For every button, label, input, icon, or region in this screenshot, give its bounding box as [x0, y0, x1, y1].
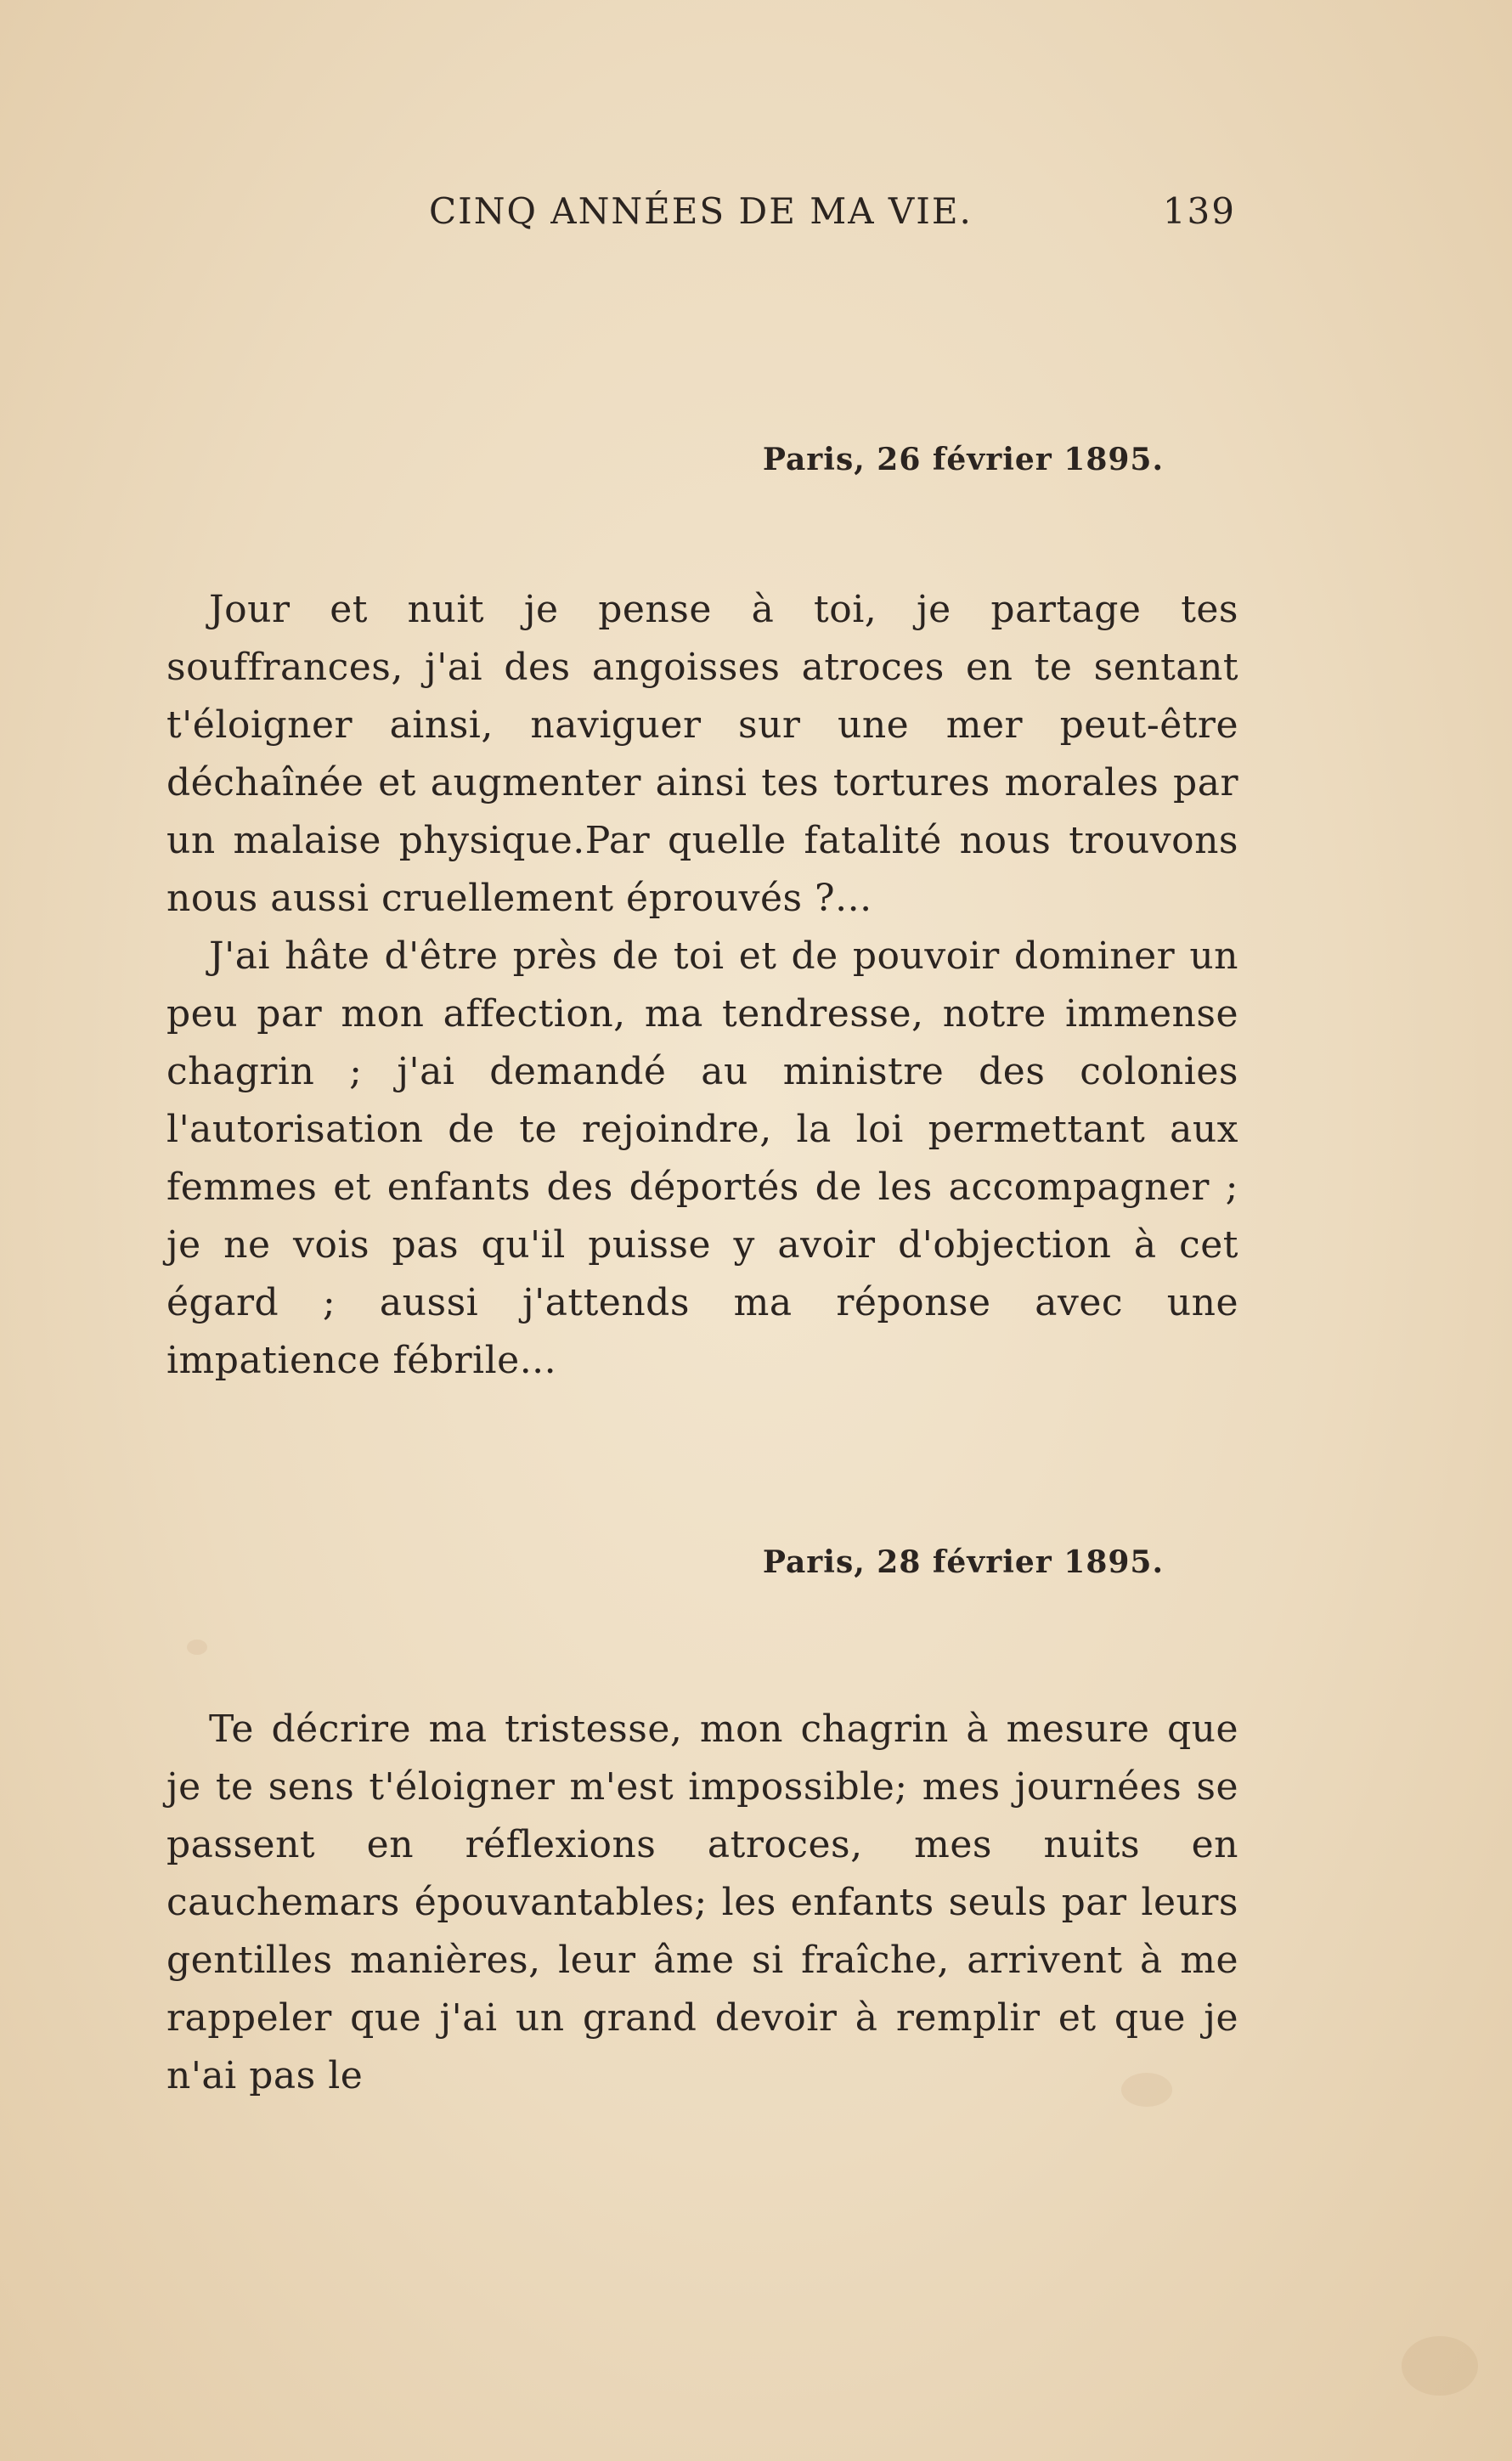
first-letter-body	[166, 581, 1238, 1390]
dateline-second-letter: Paris, 28 février 1895.	[762, 1544, 1164, 1580]
second-letter-body	[166, 1701, 1238, 2105]
running-title: CINQ ANNÉES DE MA VIE.	[429, 190, 973, 232]
running-header	[429, 185, 1236, 245]
paper-stain	[187, 1640, 207, 1655]
paper-stain	[1402, 2336, 1478, 2396]
page-number: 139	[1162, 190, 1236, 232]
dateline-first-letter: Paris, 26 février 1895.	[762, 442, 1164, 477]
paragraph: J'ai hâte d'être près de toi et de pouvoir dominer un peu par mon affection, ma tendresse, notre immense chagrin ; j'ai demandé au ministre des colonies l'autorisation de te rejoindre, la loi permettant aux femmes et enfants des déportés de les accompagner ; je ne vois pas qu'il puisse y avoir d'objection à cet égard ; aussi j'attends ma réponse avec une impatience fébrile...	[166, 934, 1238, 1382]
paragraph: Jour et nuit je pense à toi, je partage tes souffrances, j'ai des angoisses atroces en te sentant t'éloigner ainsi, naviguer sur une mer peut-être déchaînée et augmenter ainsi tes tortures morales par un malaise physique.Par quelle fatalité nous trouvons nous aussi cruellement éprouvés ?...	[166, 588, 1238, 920]
paragraph: Te décrire ma tristesse, mon chagrin à mesure que je te sens t'éloigner m'est impossible; mes journées se passent en réflexions atroces, mes nuits en cauchemars épouvantables; les enfants seuls par leurs gentilles manières, leur âme si fraîche, arrivent à me rappeler que j'ai un grand devoir à remplir et que je n'ai pas le	[166, 1707, 1238, 2097]
